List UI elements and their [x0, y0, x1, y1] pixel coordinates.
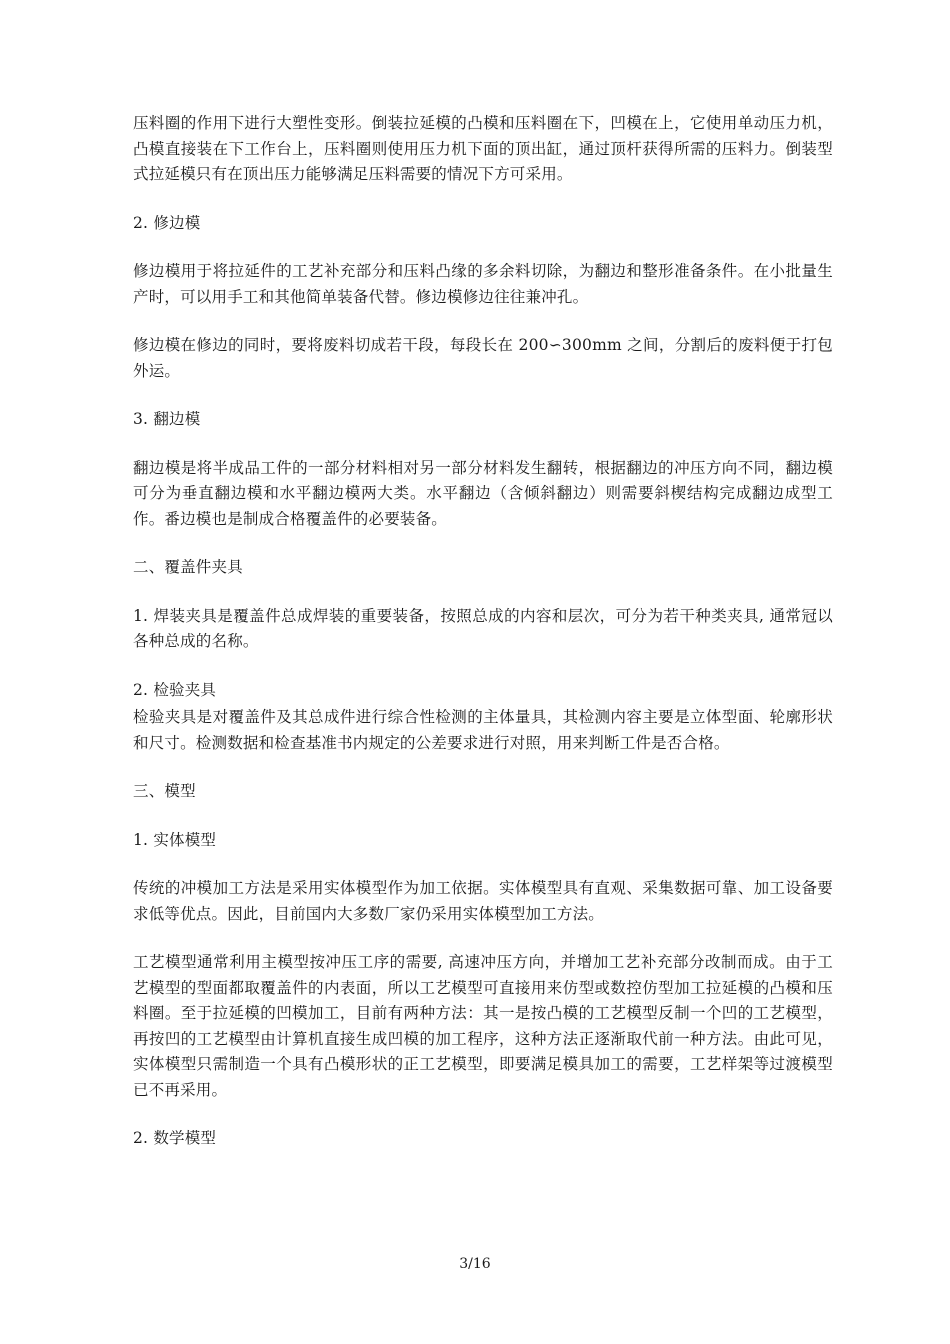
paragraph-physical-model: 传统的冲模加工方法是采用实体模型作为加工依据。实体模型具有直观、采集数据可靠、加工设备要求低等优点。因此，目前国内大多数厂家仍采用实体模型加工方法。	[133, 879, 833, 923]
section-heading-models: 三、模型	[133, 782, 196, 800]
paragraph-flanging-die: 翻边模是将半成品工件的一部分材料相对另一部分材料发生翻转，根据翻边的冲压方向不同，翻边模可分为垂直翻边模和水平翻边模两大类。水平翻边（含倾斜翻边）则需要斜楔结构完成翻边成型工作。番边模也是制成合格覆盖件的必要装备。	[133, 458, 833, 528]
heading-trimming-die: 2. 修边模	[133, 213, 201, 232]
heading-physical-model: 1. 实体模型	[133, 830, 217, 849]
paragraph-welding-fixtures: 1. 焊装夹具是覆盖件总成焊装的重要装备，按照总成的内容和层次，可分为若干种类夹具, 通常冠以各种总成的名称。	[133, 606, 833, 650]
paragraph-process-model: 工艺模型通常利用主模型按冲压工序的需要, 高速冲压方向，并增加工艺补充部分改制而成。由于工艺模型的型面都取覆盖件的内表面，所以工艺模型可直接用来仿型或数控仿型加工拉延模的凸模和压料圈。至于拉延模的凹模加工，目前有两种方法：其一是按凸模的工艺模型反制一个凹的工艺模型，再按凹的工艺模型由计算机直接生成凹模的加工程序，这种方法正逐渐取代前一种方法。由此可见，实体模型只需制造一个具有凸模形状的正工艺模型，即要满足模具加工的需要，工艺样架等过渡模型已不再采用。	[133, 953, 833, 1099]
heading-mathematical-model: 2. 数学模型	[133, 1129, 217, 1147]
document-body	[133, 111, 833, 1152]
heading-flanging-die: 3. 翻边模	[133, 410, 201, 428]
paragraph-drawing-die-inverted: 压料圈的作用下进行大塑性变形。倒装拉延模的凸模和压料圈在下，凹模在上，它使用单动压力机，凸模直接装在下工作台上，压料圈则使用压力机下面的顶出缸，通过顶杆获得所需的压料力。倒装型式拉延模只有在顶出压力能够满足压料需要的情况下方可采用。	[133, 114, 833, 183]
section-heading-fixtures: 二、覆盖件夹具	[133, 558, 243, 576]
page-number: 3/16	[459, 1256, 491, 1272]
heading-inspection-fixtures: 2. 检验夹具	[133, 680, 217, 699]
paragraph-inspection-fixtures: 检验夹具是对覆盖件及其总成件进行综合性检测的主体量具，其检测内容主要是立体型面、轮廓形状和尺寸。检测数据和检查基准书内规定的公差要求进行对照，用来判断工件是否合格。	[133, 708, 833, 752]
paragraph-trimming-die-purpose: 修边模用于将拉延件的工艺补充部分和压料凸缘的多余料切除，为翻边和整形准备条件。在小批量生产时，可以用手工和其他简单装备代替。修边模修边往往兼冲孔。	[133, 262, 833, 306]
paragraph-trimming-die-scrap: 修边模在修边的同时，要将废料切成若干段，每段长在 200∽300mm 之间，分割后的废料便于打包外运。	[133, 336, 833, 380]
